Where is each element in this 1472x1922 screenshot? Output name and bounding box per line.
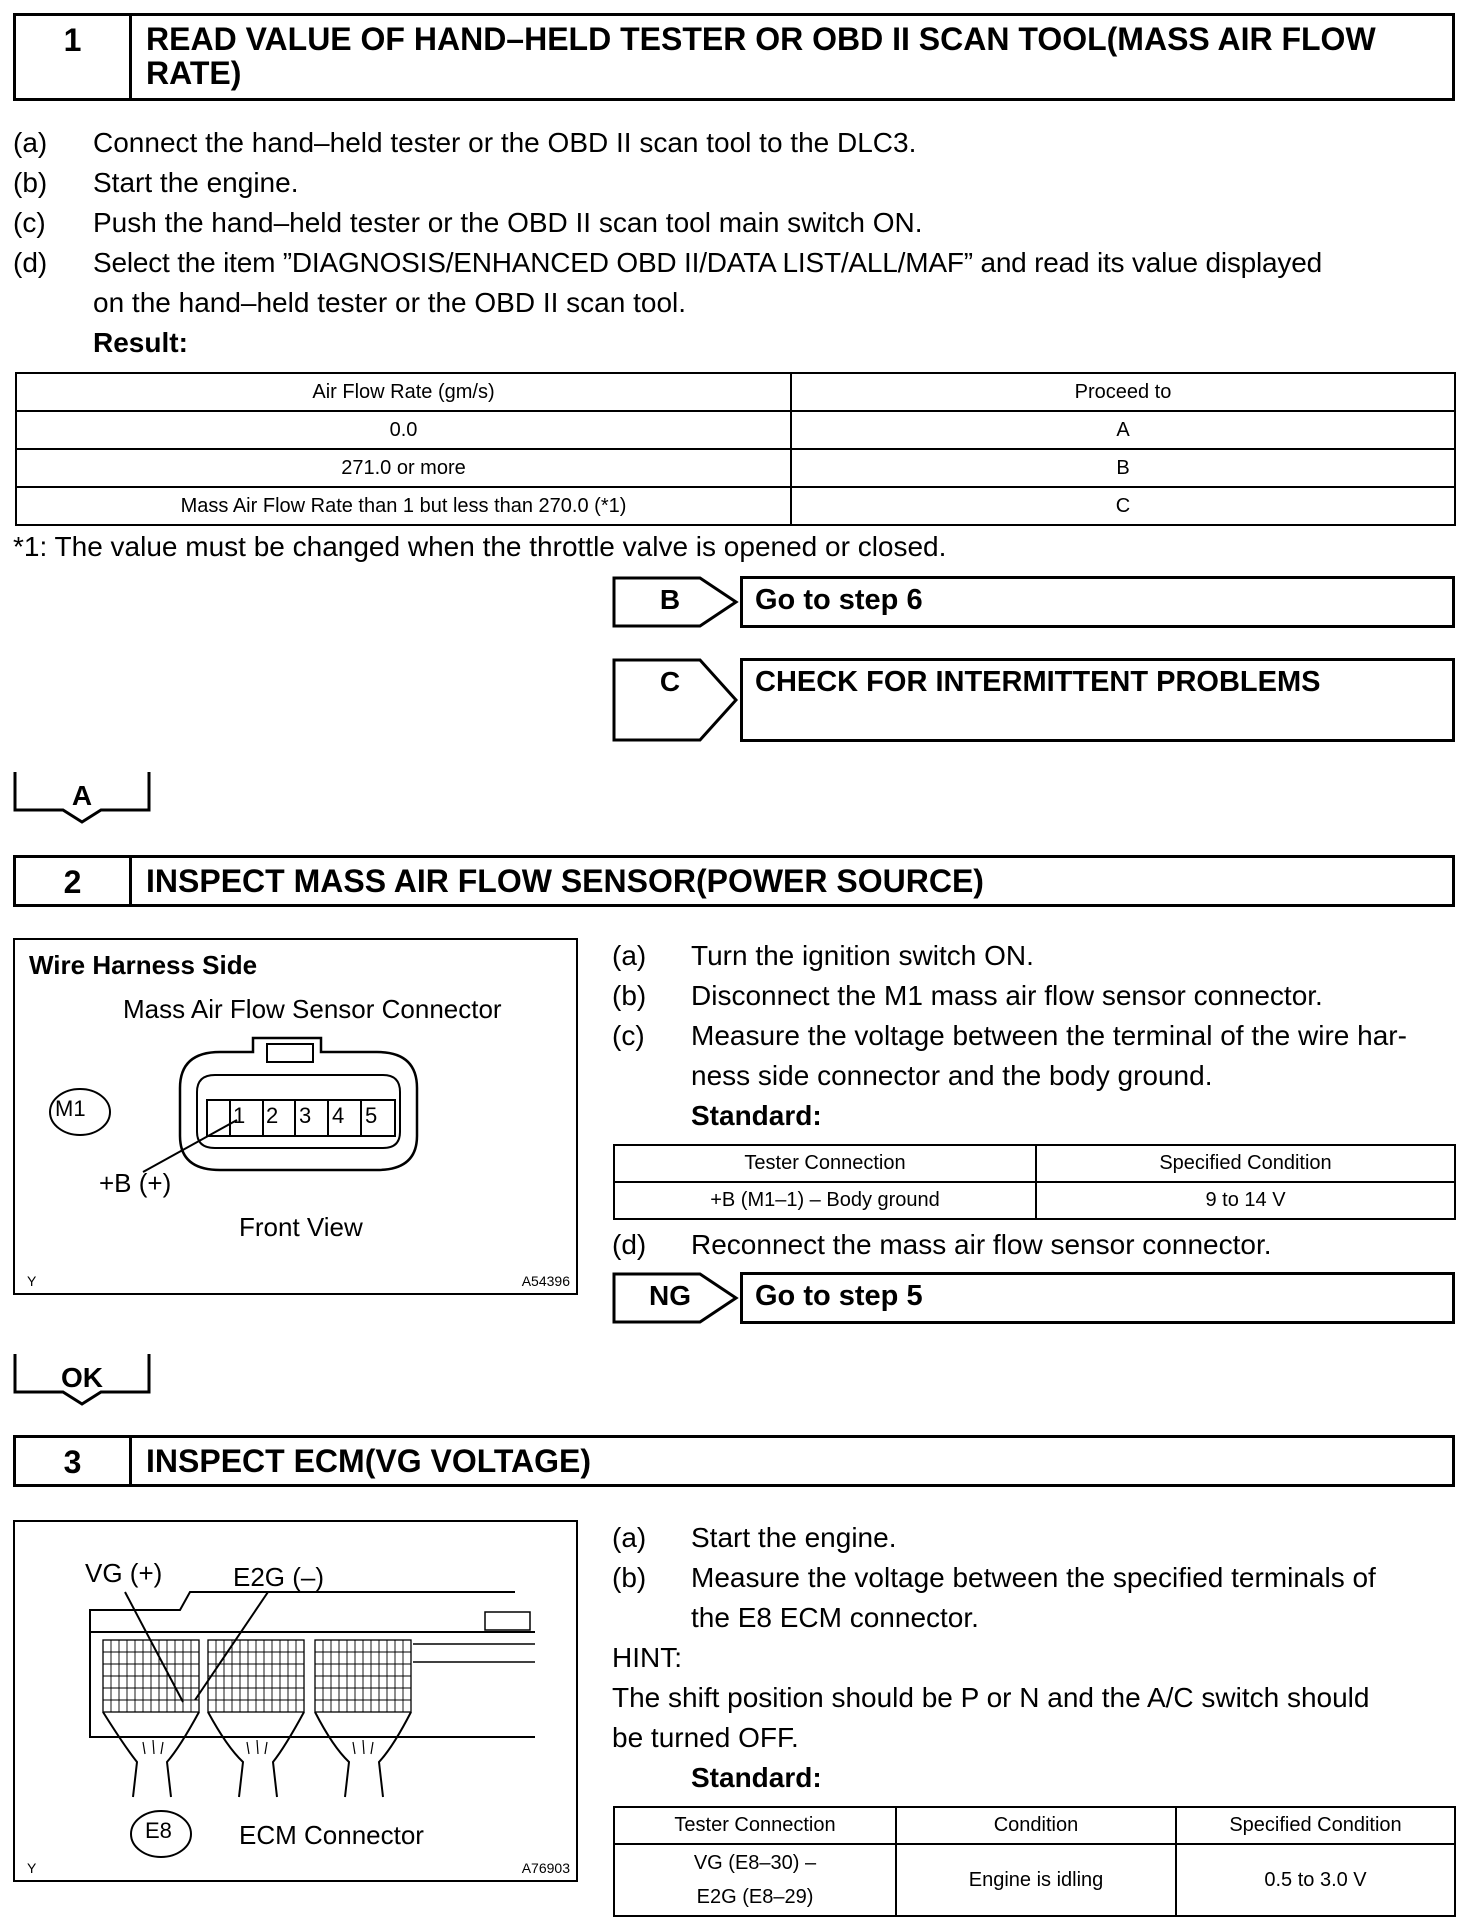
table-cell: +B (M1–1) – Body ground xyxy=(614,1182,1036,1219)
item-label: (c) xyxy=(612,1020,645,1051)
table-cell: 0.0 xyxy=(16,411,791,449)
hint-text-line-2: be turned OFF. xyxy=(612,1722,799,1753)
result-letter-c: C xyxy=(659,666,681,697)
step-3-header xyxy=(13,1435,1455,1487)
step-number: 2 xyxy=(16,858,132,904)
item-text: Select the item ”DIAGNOSIS/ENHANCED OBD II/DATA LIST/ALL/MAF” and read its value displayed xyxy=(93,247,1322,278)
ecm-connector-caption: ECM Connector xyxy=(239,1820,424,1850)
table-header: Tester Connection xyxy=(614,1807,896,1844)
table-header-row xyxy=(614,1145,1455,1182)
result-action-b: Go to step 6 xyxy=(740,576,1455,628)
step-1-item-d-continued: on the hand–held tester or the OBD II scan tool. xyxy=(93,287,687,318)
table-cell: Engine is idling xyxy=(896,1844,1176,1916)
pin-3: 3 xyxy=(299,1103,312,1128)
figure-caption: Mass Air Flow Sensor Connector xyxy=(123,994,502,1024)
step-title: INSPECT MASS AIR FLOW SENSOR(POWER SOURCE) xyxy=(146,863,984,899)
pin-4: 4 xyxy=(332,1103,345,1128)
table-cell: B xyxy=(791,449,1455,487)
pin-1: 1 xyxy=(233,1103,246,1128)
item-label: (d) xyxy=(612,1229,647,1260)
mass-air-flow-connector-drawing xyxy=(15,940,580,1297)
connector-id-e8: E8 xyxy=(145,1818,172,1843)
table-header: Specified Condition xyxy=(1036,1145,1455,1182)
figure-pin-label: +B (+) xyxy=(99,1168,172,1198)
step-number: 3 xyxy=(16,1438,132,1484)
tab-a-label: A xyxy=(71,780,93,811)
result-label: Result: xyxy=(93,327,188,358)
result-table xyxy=(15,372,1456,526)
step-title: INSPECT ECM(VG VOLTAGE) xyxy=(146,1443,592,1479)
result-letter-b: B xyxy=(659,584,681,615)
tab-ok-label: OK xyxy=(61,1362,103,1393)
item-label: (c) xyxy=(13,207,46,238)
connector-figure xyxy=(13,938,578,1295)
figure-code: A76903 xyxy=(521,1860,570,1876)
result-action-c: CHECK FOR INTERMITTENT PROBLEMS xyxy=(740,658,1455,742)
tester-connection-line-2: E2G (E8–29) xyxy=(696,1886,814,1908)
item-text: Reconnect the mass air flow sensor connector. xyxy=(691,1229,1272,1260)
pin-2: 2 xyxy=(266,1103,279,1128)
item-text: Measure the voltage between the specified terminals of xyxy=(691,1562,1376,1593)
figure-view-label: Front View xyxy=(239,1212,363,1242)
standard-label: Standard: xyxy=(691,1762,822,1793)
table-cell: 9 to 14 V xyxy=(1036,1182,1455,1219)
item-text: Start the engine. xyxy=(691,1522,897,1553)
step-2-header xyxy=(13,855,1455,907)
connector-id-m1: M1 xyxy=(55,1096,86,1121)
pin-5: 5 xyxy=(365,1103,378,1128)
item-text: Disconnect the M1 mass air flow sensor connector. xyxy=(691,980,1323,1011)
table-row xyxy=(16,487,1455,525)
table-header-row xyxy=(614,1807,1455,1844)
hint-label: HINT: xyxy=(612,1642,682,1673)
item-text: Push the hand–held tester or the OBD II scan tool main switch ON. xyxy=(93,207,923,238)
table-row xyxy=(16,411,1455,449)
table-cell xyxy=(614,1844,896,1916)
step-title: READ VALUE OF HAND–HELD TESTER OR OBD II SCAN TOOL(MASS AIR FLOW RATE) xyxy=(146,21,1376,91)
figure-corner-mark: Y xyxy=(27,1860,37,1876)
table-header: Specified Condition xyxy=(1176,1807,1455,1844)
standard-label: Standard: xyxy=(691,1100,822,1131)
item-text: Start the engine. xyxy=(93,167,299,198)
table-row xyxy=(614,1844,1455,1916)
step-3-item-b-continued: the E8 ECM connector. xyxy=(691,1602,979,1633)
table-header: Tester Connection xyxy=(614,1145,1036,1182)
footnote: *1: The value must be changed when the throttle valve is opened or closed. xyxy=(13,531,947,562)
table-header: Air Flow Rate (gm/s) xyxy=(16,373,791,411)
standard-table xyxy=(613,1144,1456,1220)
label-e2g: E2G (–) xyxy=(233,1562,325,1592)
table-cell: C xyxy=(791,487,1455,525)
result-action-ng: Go to step 5 xyxy=(740,1272,1455,1324)
item-text: Measure the voltage between the terminal of the wire har- xyxy=(691,1020,1407,1051)
ecm-standard-table xyxy=(613,1806,1456,1917)
table-header: Proceed to xyxy=(791,373,1455,411)
item-label: (a) xyxy=(612,940,647,971)
result-letter-ng: NG xyxy=(649,1280,691,1311)
item-label: (a) xyxy=(13,127,48,158)
table-header-row xyxy=(16,373,1455,411)
table-cell: 271.0 or more xyxy=(16,449,791,487)
label-vg: VG (+) xyxy=(85,1558,163,1588)
table-cell: A xyxy=(791,411,1455,449)
figure-code: A54396 xyxy=(521,1273,570,1289)
item-label: (d) xyxy=(13,247,48,278)
item-text: Connect the hand–held tester or the OBD II scan tool to the DLC3. xyxy=(93,127,917,158)
step-2-item-c-continued: ness side connector and the body ground. xyxy=(691,1060,1213,1091)
table-cell: 0.5 to 3.0 V xyxy=(1176,1844,1455,1916)
item-text: Turn the ignition switch ON. xyxy=(691,940,1034,971)
item-label: (b) xyxy=(612,980,647,1011)
step-1-header xyxy=(13,13,1455,101)
item-label: (b) xyxy=(612,1562,647,1593)
ecm-connector-figure xyxy=(13,1520,578,1882)
step-number: 1 xyxy=(16,16,132,98)
hint-text-line-1: The shift position should be P or N and the A/C switch should xyxy=(612,1682,1370,1713)
item-label: (a) xyxy=(612,1522,647,1553)
tester-connection-line-1: VG (E8–30) – xyxy=(693,1852,817,1874)
figure-heading: Wire Harness Side xyxy=(29,950,258,980)
table-cell: Mass Air Flow Rate than 1 but less than 270.0 (*1) xyxy=(16,487,791,525)
figure-corner-mark: Y xyxy=(27,1273,37,1289)
item-label: (b) xyxy=(13,167,48,198)
table-row xyxy=(614,1182,1455,1219)
table-header: Condition xyxy=(896,1807,1176,1844)
table-row xyxy=(16,449,1455,487)
